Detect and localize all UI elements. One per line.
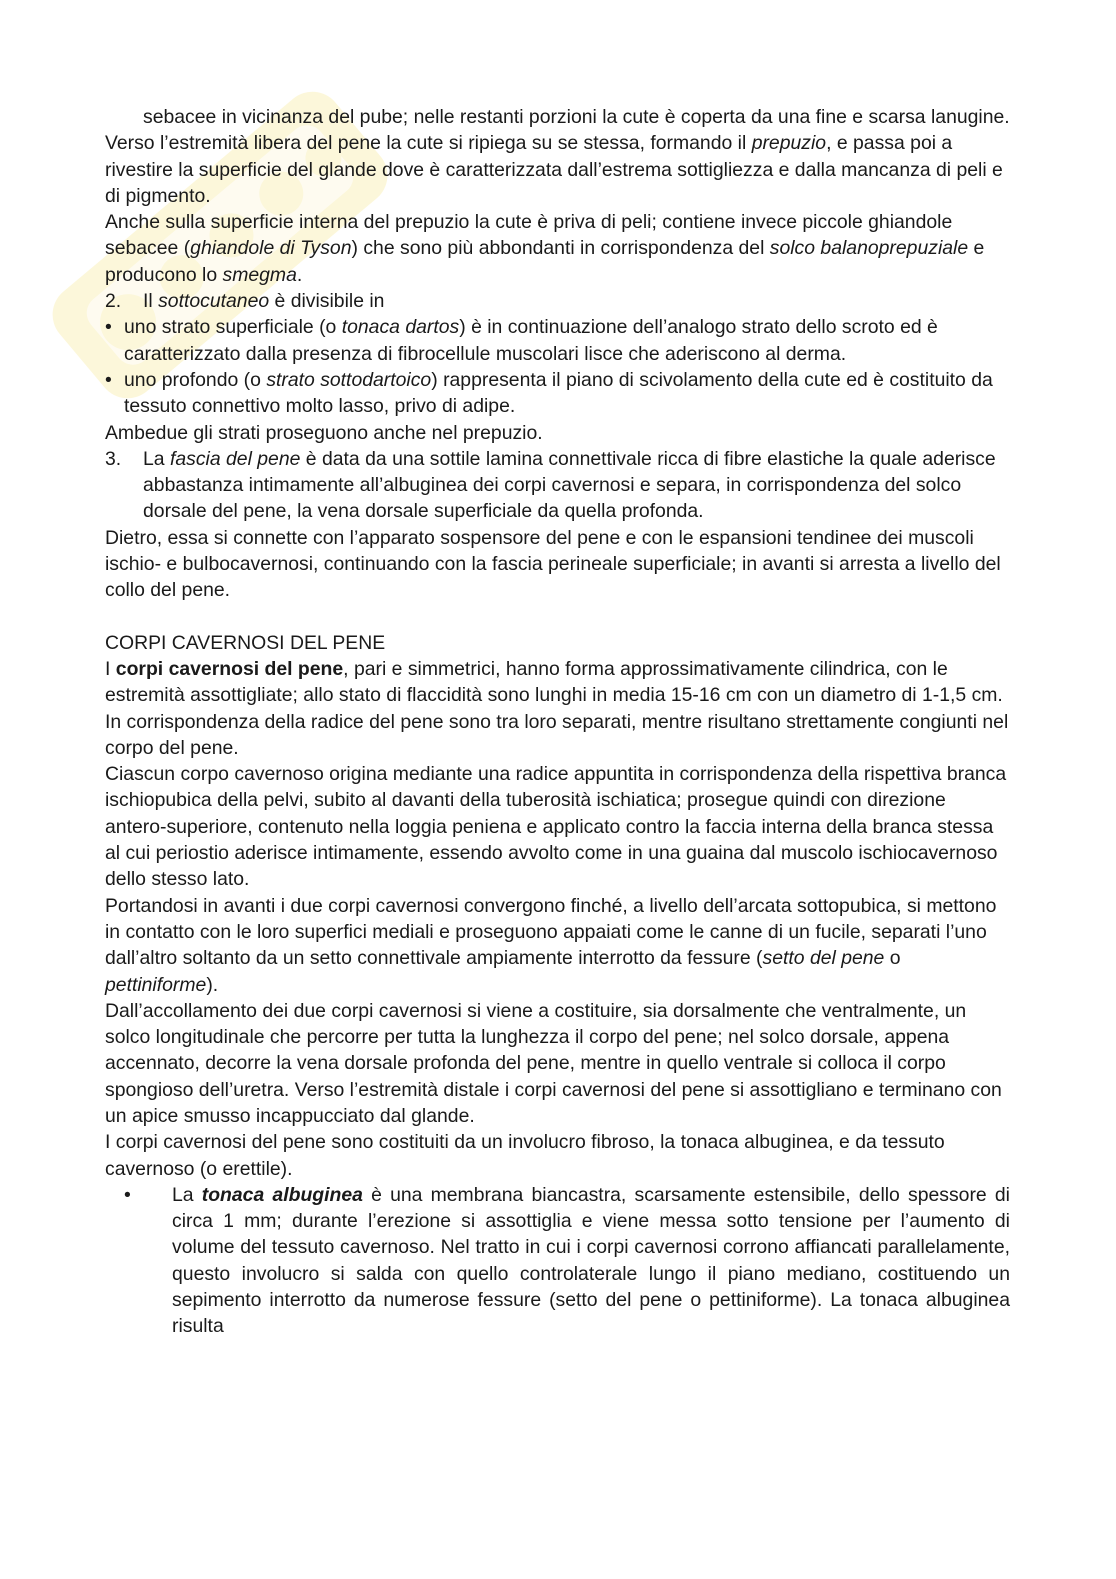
paragraph-radice: In corrispondenza della radice del pene sono tra loro separati, mentre risultano strettamente congiunti nel corpo del pene.	[105, 710, 1009, 759]
paragraph-superficie-interna: Anche sulla superficie interna del prepuzio la cute è priva di peli; contiene invece piccole ghiandole sebacee (ghiandole di Tyson) che sono più abbondanti in corrispondenza del solco balanoprepuziale e producono lo smegma.	[105, 211, 985, 286]
bullet-icon: •	[124, 1183, 131, 1206]
paragraph-dietro: Dietro, essa si connette con l’apparato sospensore del pene e con le espansioni tendinee dei muscoli ischio- e bulbocavernosi, continuando con la fascia perineale superficiale; in avanti si arresta a livello del collo del pene.	[105, 526, 1001, 602]
paragraph-sebacee: sebacee in vicinanza del pube; nelle restanti porzioni la cute è coperta da una fine e scarsa lanugine.	[143, 106, 1010, 128]
spacer	[105, 604, 1010, 630]
list-number: 3.	[105, 447, 122, 470]
paragraph-costituzione: I corpi cavernosi del pene sono costituiti da un involucro fibroso, la tonaca albuginea, e da tessuto cavernoso (o erettile).	[105, 1131, 945, 1180]
paragraph-corpi-cavernosi: I corpi cavernosi del pene, pari e simmetrici, hanno forma approssimativamente cilindrica, con le estremità assottigliate; allo stato di flaccidità sono lunghi in media 15-16 cm con un diametro di 1-1,5 cm.	[105, 657, 1003, 707]
bullet-item-tonaca-albuginea: • La tonaca albuginea è una membrana biancastra, scarsamente estensibile, dello spessore di circa 1 mm; durante l’erezione si assottiglia e viene messa sotto tensione per l’aumento di volume del tessuto cavernoso. Nel tratto in cui i corpi cavernosi corrono affiancati parallelamente, questo involucro si salda con quello controlaterale lungo il piano mediano, costituendo un sepimento interrotto da numerose fessure (setto del pene o pettiniforme). La tonaca albuginea risulta	[124, 1183, 1010, 1338]
paragraph-prepuzio: Verso l’estremità libera del pene la cute si ripiega su se stessa, formando il prepuzio, e passa poi a rivestire la superficie del glande dove è caratterizzata dall’estrema sottigliezza e dalla mancanza di peli e di pigmento.	[105, 132, 1003, 207]
section-heading: CORPI CAVERNOSI DEL PENE	[105, 631, 386, 654]
paragraph-origine: Ciascun corpo cavernoso origina mediante una radice appuntita in corrispondenza della rispettiva branca ischiopubica della pelvi, subito al davanti della tuberosità ischiatica; prosegue quindi con direzione antero-superiore, contenuto nella loggia peniena e applicato contro la faccia interna della branca stessa al cui periostio aderisce intimamente, essendo avvolto come in una guaina dal muscolo ischiocavernoso dello stesso lato.	[105, 763, 1007, 891]
paragraph-ambedue: Ambedue gli strati proseguono anche nel prepuzio.	[105, 421, 543, 444]
paragraph-convergenza: Portandosi in avanti i due corpi cavernosi convergono finché, a livello dell’arcata sottopubica, si mettono in contatto con le loro superfici mediali e proseguono appaiati come le canne di un fucile, separati l’uno dall’altro soltanto da un setto connettivale ampiamente interrotto da fessure (setto del pene o pettiniforme).	[105, 894, 997, 996]
list-number: 2.	[105, 290, 122, 313]
bullet-item-strato-profondo: • uno profondo (o strato sottodartoico) rappresenta il piano di scivolamento della cute ed è costituito da tessuto connettivo molto lasso, privo di adipe.	[105, 368, 993, 418]
paragraph-accollamento: Dall’accollamento dei due corpi cavernosi si viene a costituire, sia dorsalmente che ventralmente, un solco longitudinale che percorre per tutta la lunghezza il corpo del pene; nel solco dorsale, appena accennato, decorre la vena dorsale profonda del pene, mentre in quello ventrale si colloca il corpo spongioso dell’uretra. Verso l’estremità distale i corpi cavernosi del pene si assottigliano e terminano con un apice smusso incappucciato dal glande.	[105, 999, 1002, 1127]
bullet-icon: •	[105, 316, 112, 339]
document-body	[105, 104, 1010, 1340]
bullet-icon: •	[105, 368, 112, 391]
numbered-item-fascia: 3. La fascia del pene è data da una sottile lamina connettivale ricca di fibre elastiche la quale aderisce abbastanza intimamente all’albuginea dei corpi cavernosi e separa, in corrispondenza del solco dorsale del pene, la vena dorsale superficiale da quella profonda.	[105, 447, 996, 523]
bullet-item-strato-superficiale: • uno strato superficiale (o tonaca dartos) è in continuazione dell’analogo strato dello scroto ed è caratterizzato dalla presenza di fibrocellule muscolari lisce che aderiscono al derma.	[105, 316, 938, 365]
numbered-item-sottocutaneo: 2. Il sottocutaneo è divisibile in	[105, 288, 1010, 314]
